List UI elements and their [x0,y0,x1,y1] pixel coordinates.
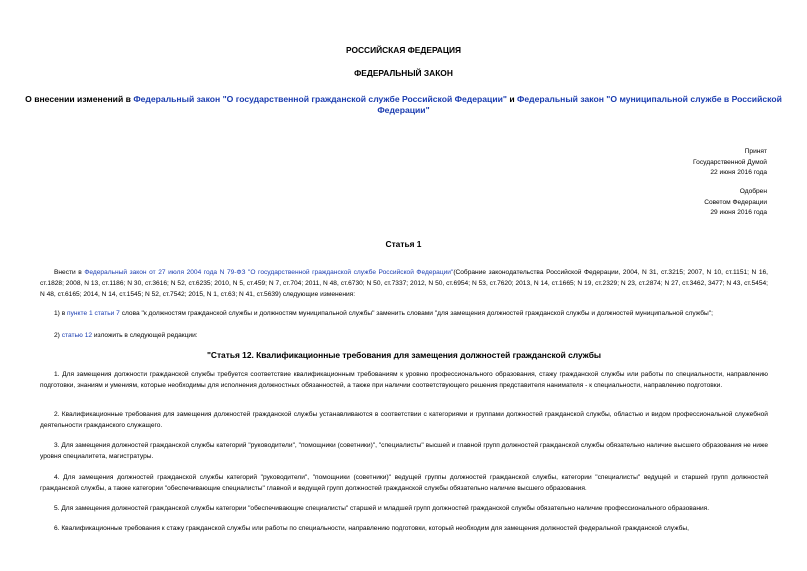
paragraph-4: 4. Для замещения должностей гражданской службы категорий "руководители", "помощники (советники)" ведущей группы должностей гражданской службы, категории "специалисты" ведущей и старшей групп должностей гражданской службы, а также категории "обеспечивающие специалисты" главной и ведущей групп должностей гражданской службы обязательно наличие высшего образования. [40,474,768,492]
intro-rest: (Собрание законодательства Российской Федерации, 2004, N 31, ст.3215; 2007, N 10, ст.1151; N 16, ст.1828; 2008, N 13, ст.1186; N 30, ст.3616; N 52, ст.6235; 2010, N 5, ст.459; N 7, ст.704; 2011, N 48, ст.6730; N 50, ст.7337; 2012, N 50, ст.6954; N 53, ст.7620; 2013, N 14, ст.1665; N 19, ст.2329; N 23, ст.2874; N 27, ст.3462, 3477; N 43, ст.5454; N 48, ст.6165; 2014, N 14, ст.1545; N 52, ст.7542; 2015, N 1, ст.63; N 41, ст.5639) следующие изменения: [40,269,769,298]
item1-rest: слова "к должностям гражданской службы и должностям муниципальной службы" заменить словами "для замещения должностей гражданской службы и должностей муниципальной службы"; [119,310,713,317]
law-title [20,94,787,116]
law-type-heading: ФЕДЕРАЛЬНЫЙ ЗАКОН [354,68,453,78]
article-12-heading: "Статья 12. Квалификационные требования для замещения должностей гражданской службы [206,350,602,360]
accepted-line-2: Государственной Думой [693,158,767,166]
paragraph-5: 5. Для замещения должностей гражданской службы категории "обеспечивающие специалисты" старшей и младшей групп должностей гражданской службы обязательно наличие профессионального образования. [54,505,710,512]
accepted-line-1: Принят [744,148,767,155]
amendment-item-1 [40,308,768,319]
item2-link-article-12[interactable]: статью 12 [61,332,93,339]
title-prefix: О внесении изменений в [25,94,134,104]
title-link-civil-service-law[interactable]: Федеральный закон "О государственной гражданской службе Российской Федерации" [133,94,507,104]
article-heading: Статья 1 [385,239,422,249]
approved-date: 29 июня 2016 года [710,209,767,216]
approved-block [567,187,767,219]
approved-line-2: Советом Федерации [704,198,767,206]
title-link-municipal-service-law[interactable]: Федеральный закон "О муниципальной службе в Российской Федерации" [377,94,782,115]
paragraph-3: 3. Для замещения должностей гражданской службы категорий "руководители", "помощники (советники)", "специалисты" высшей и главной групп должностей гражданской службы обязательно наличие высшего образования не ниже уровня специалитета, магистратуры. [40,442,768,460]
paragraph-6: 6. Квалификационные требования к стажу гражданской службы или работы по специальности, направлению подготовки, который необходим для замещения должностей федеральной гражданской службы, [54,525,689,532]
article-intro-paragraph [40,267,768,300]
amendment-item-2 [40,330,768,341]
accepted-block [567,147,767,179]
country-heading: РОССИЙСКАЯ ФЕДЕРАЦИЯ [345,45,462,55]
paragraph-2: 2. Квалификационные требования для замещения должностей гражданской службы устанавливаются в соответствии с категориями и группами должностей гражданской службы, областью и видом профессиональной служебной деятельности гражданского служащего. [40,411,768,429]
intro-prefix: Внести в [54,269,85,276]
intro-link-law-79fz[interactable]: Федеральный закон от 27 июля 2004 года N 79-ФЗ "О государственной гражданской службе Российской Федерации" [84,269,454,276]
item1-prefix: 1) в [54,310,68,317]
approved-line-1: Одобрен [739,188,767,195]
item1-link-article-7[interactable]: пункте 1 статьи 7 [67,310,120,317]
accepted-date: 22 июня 2016 года [710,169,767,176]
item2-prefix: 2) [54,332,62,339]
paragraph-1: 1. Для замещения должности гражданской службы требуется соответствие квалификационным требованиям к уровню профессионального образования, стажу гражданской службы или работы по специальности, направлению подготовки, знаниям и умениям, которые необходимы для исполнения должностных обязанностей, а также при наличии соответствующего решения представителя нанимателя - к специальности, направлению подготовки. [40,371,768,389]
item2-rest: изложить в следующей редакции: [92,332,198,339]
title-middle: и [506,94,518,104]
